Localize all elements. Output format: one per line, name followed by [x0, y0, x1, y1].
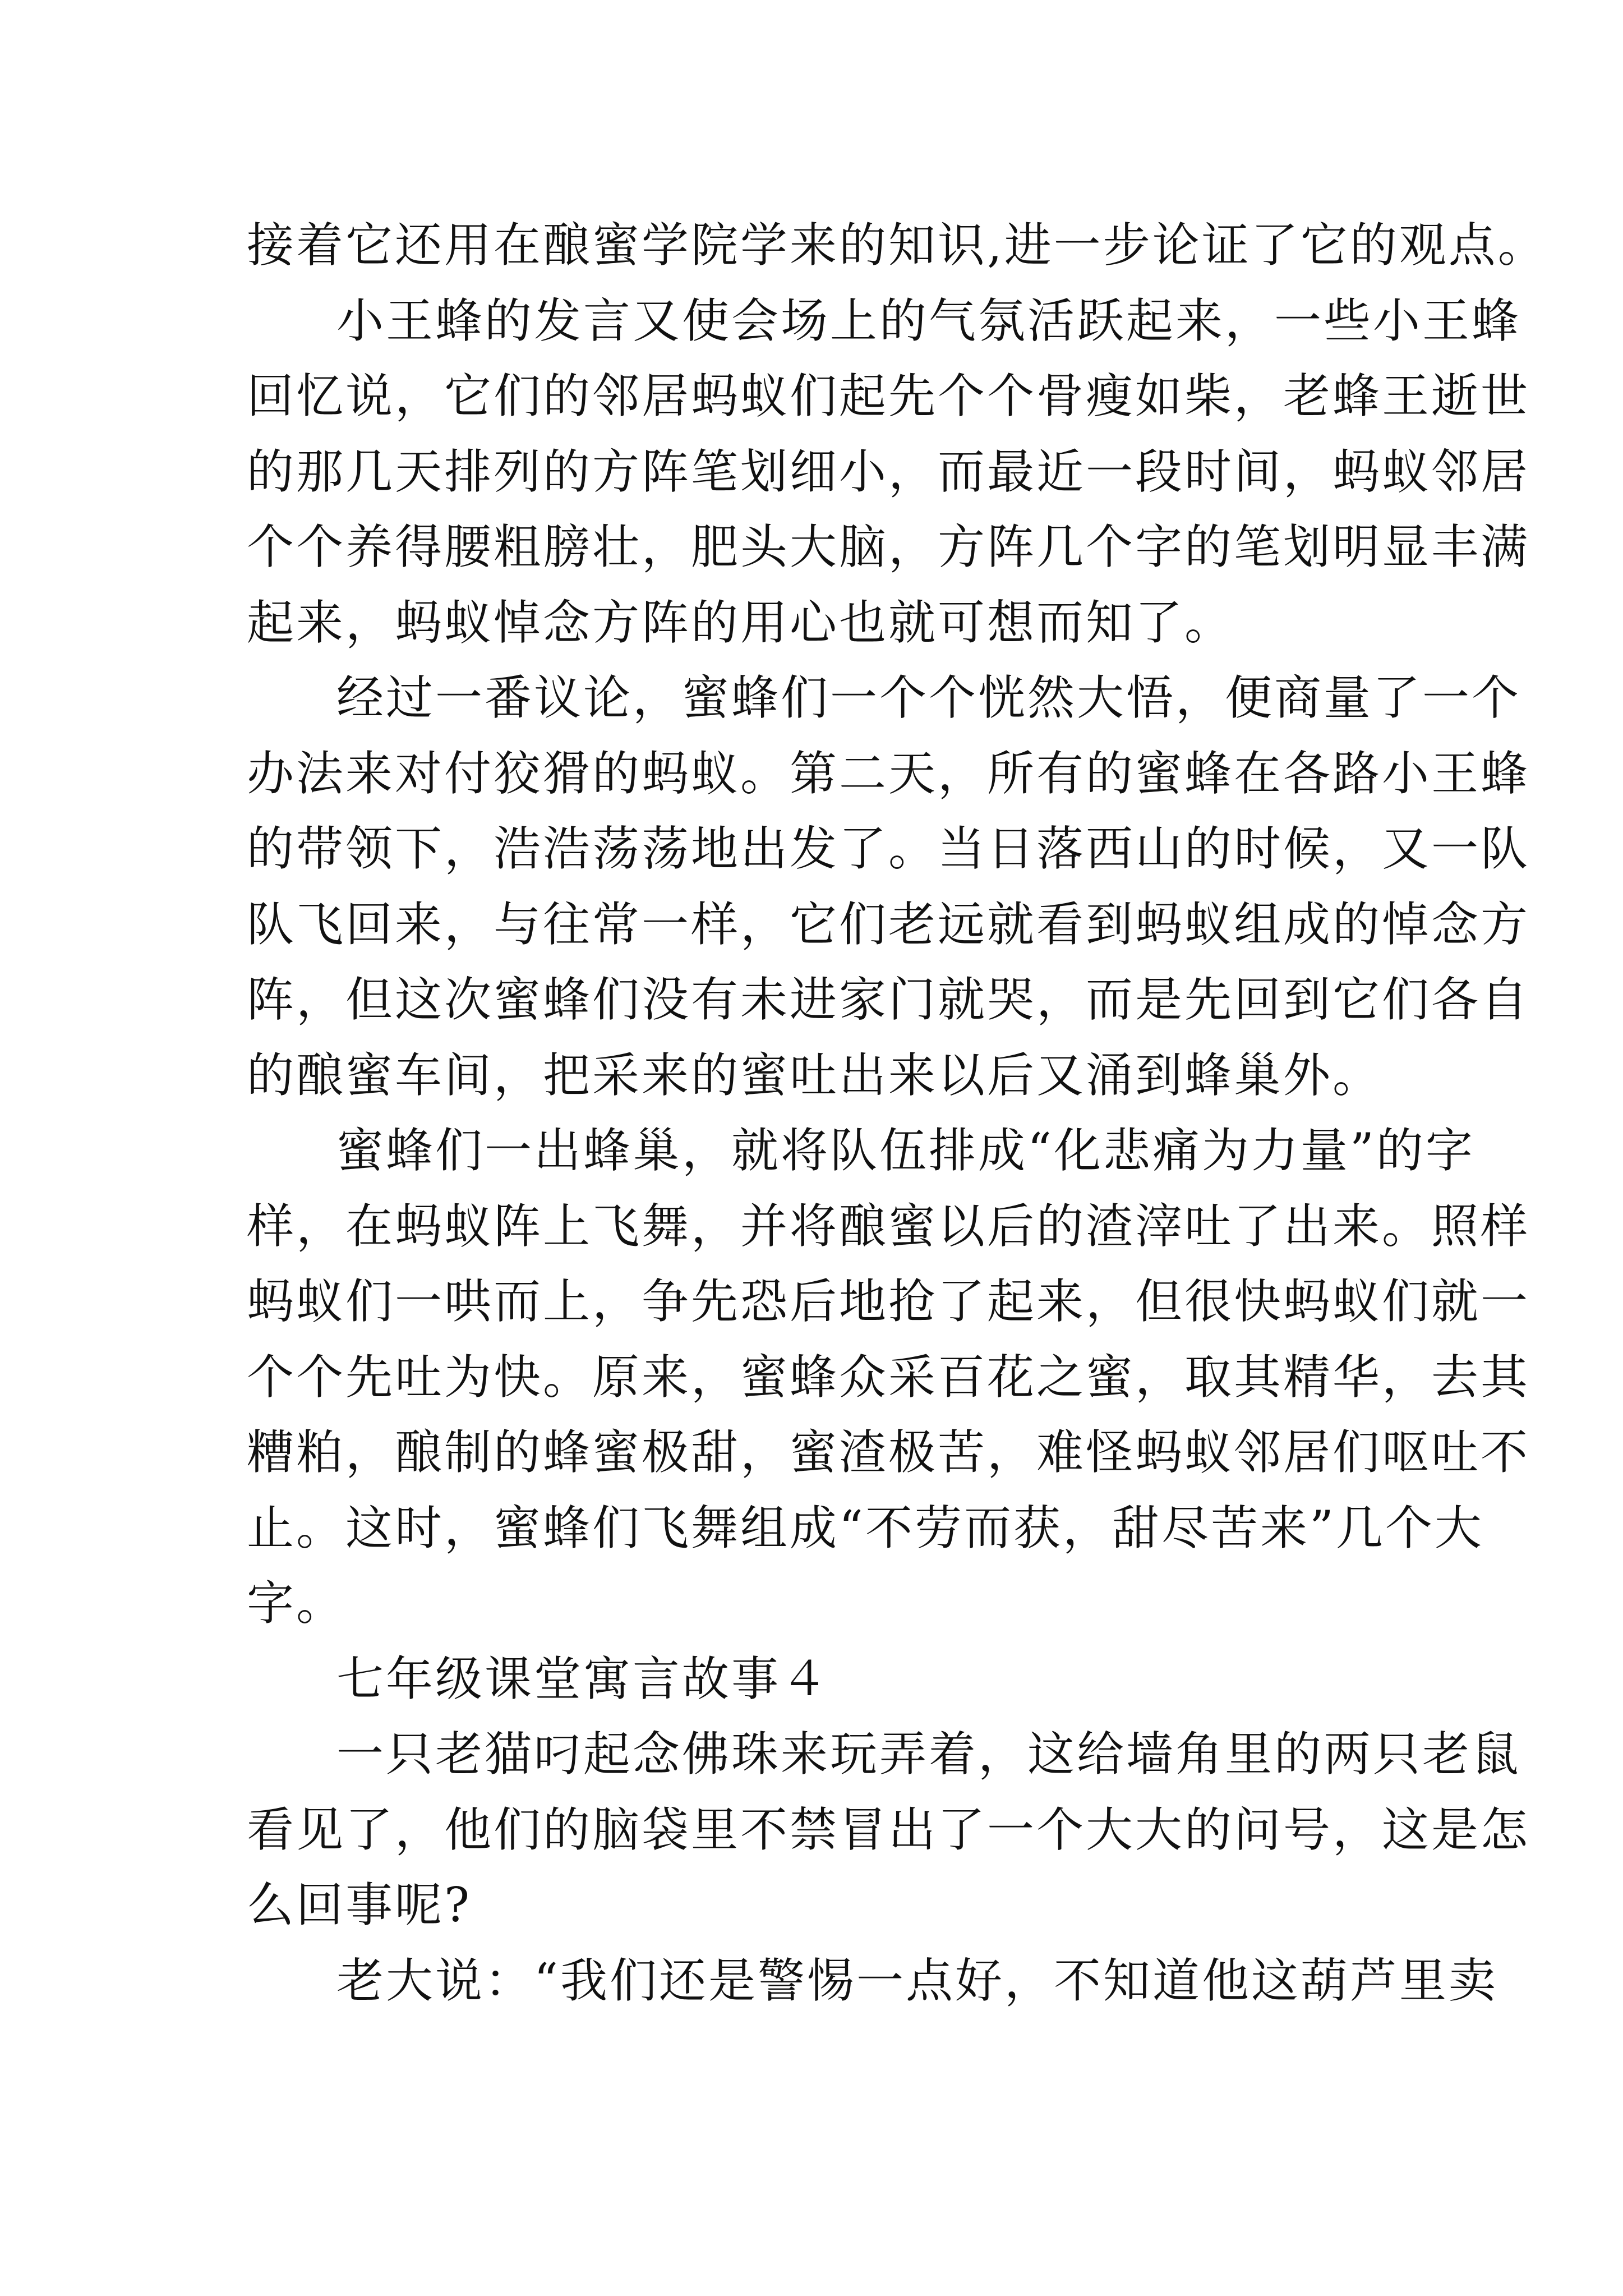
text-line: 队飞回来，与往常一样，它们老远就看到蚂蚁组成的悼念方 [247, 897, 1530, 952]
text-line: 糟粕，酿制的蜂蜜极甜，蜜渣极苦，难怪蚂蚁邻居们呕吐不 [247, 1425, 1530, 1480]
paragraph-start-line: 老大说：“我们还是警惕一点好，不知道他这葫芦里卖 [336, 1953, 1498, 2008]
text-line: 的带领下，浩浩荡荡地出发了。当日落西山的时候，又一队 [247, 821, 1530, 876]
paragraph-start-line: 一只老猫叼起念佛珠来玩弄着，这给墙角里的两只老鼠 [336, 1727, 1521, 1782]
paragraph-start-line: 蜜蜂们一出蜂巢，就将队伍排成“化悲痛为力量”的字 [336, 1123, 1475, 1178]
text-line: 蚂蚁们一哄而上，争先恐后地抢了起来，但很快蚂蚁们就一 [247, 1274, 1530, 1329]
text-line: 看见了，他们的脑袋里不禁冒出了一个大大的问号，这是怎 [247, 1802, 1530, 1857]
text-line: 个个养得腰粗膀壮，肥头大脑，方阵几个字的笔划明显丰满 [247, 519, 1530, 574]
paragraph-start-line: 经过一番议论，蜜蜂们一个个恍然大悟，便商量了一个 [336, 670, 1521, 725]
text-line: 个个先吐为快。原来，蜜蜂众采百花之蜜，取其精华，去其 [247, 1350, 1530, 1405]
text-line: 的酿蜜车间，把采来的蜜吐出来以后又涌到蜂巢外。 [247, 1048, 1382, 1103]
section-heading: 七年级课堂寓言故事４ [336, 1651, 831, 1706]
text-line: 样，在蚂蚁阵上飞舞，并将酿蜜以后的渣滓吐了出来。照样 [247, 1199, 1530, 1254]
text-line: 止。这时，蜜蜂们飞舞组成“不劳而获，甜尽苦来”几个大 [247, 1501, 1484, 1556]
paragraph-start-line: 小王蜂的发言又使会场上的气氛活跃起来，一些小王蜂 [336, 293, 1521, 348]
text-line: 字。 [247, 1576, 346, 1631]
text-line: 办法来对付狡猾的蚂蚁。第二天，所有的蜜蜂在各路小王蜂 [247, 746, 1530, 801]
text-line: 接着它还用在酿蜜学院学来的知识,进一步论证了它的观点。 [247, 218, 1547, 273]
text-line: 么回事呢? [247, 1878, 472, 1932]
text-line: 回忆说，它们的邻居蚂蚁们起先个个骨瘦如柴，老蜂王逝世 [247, 369, 1530, 424]
text-line: 阵，但这次蜜蜂们没有未进家门就哭，而是先回到它们各自 [247, 972, 1530, 1027]
text-line: 起来，蚂蚁悼念方阵的用心也就可想而知了。 [247, 595, 1234, 650]
text-line: 的那几天排列的方阵笔划细小，而最近一段时间，蚂蚁邻居 [247, 444, 1530, 499]
